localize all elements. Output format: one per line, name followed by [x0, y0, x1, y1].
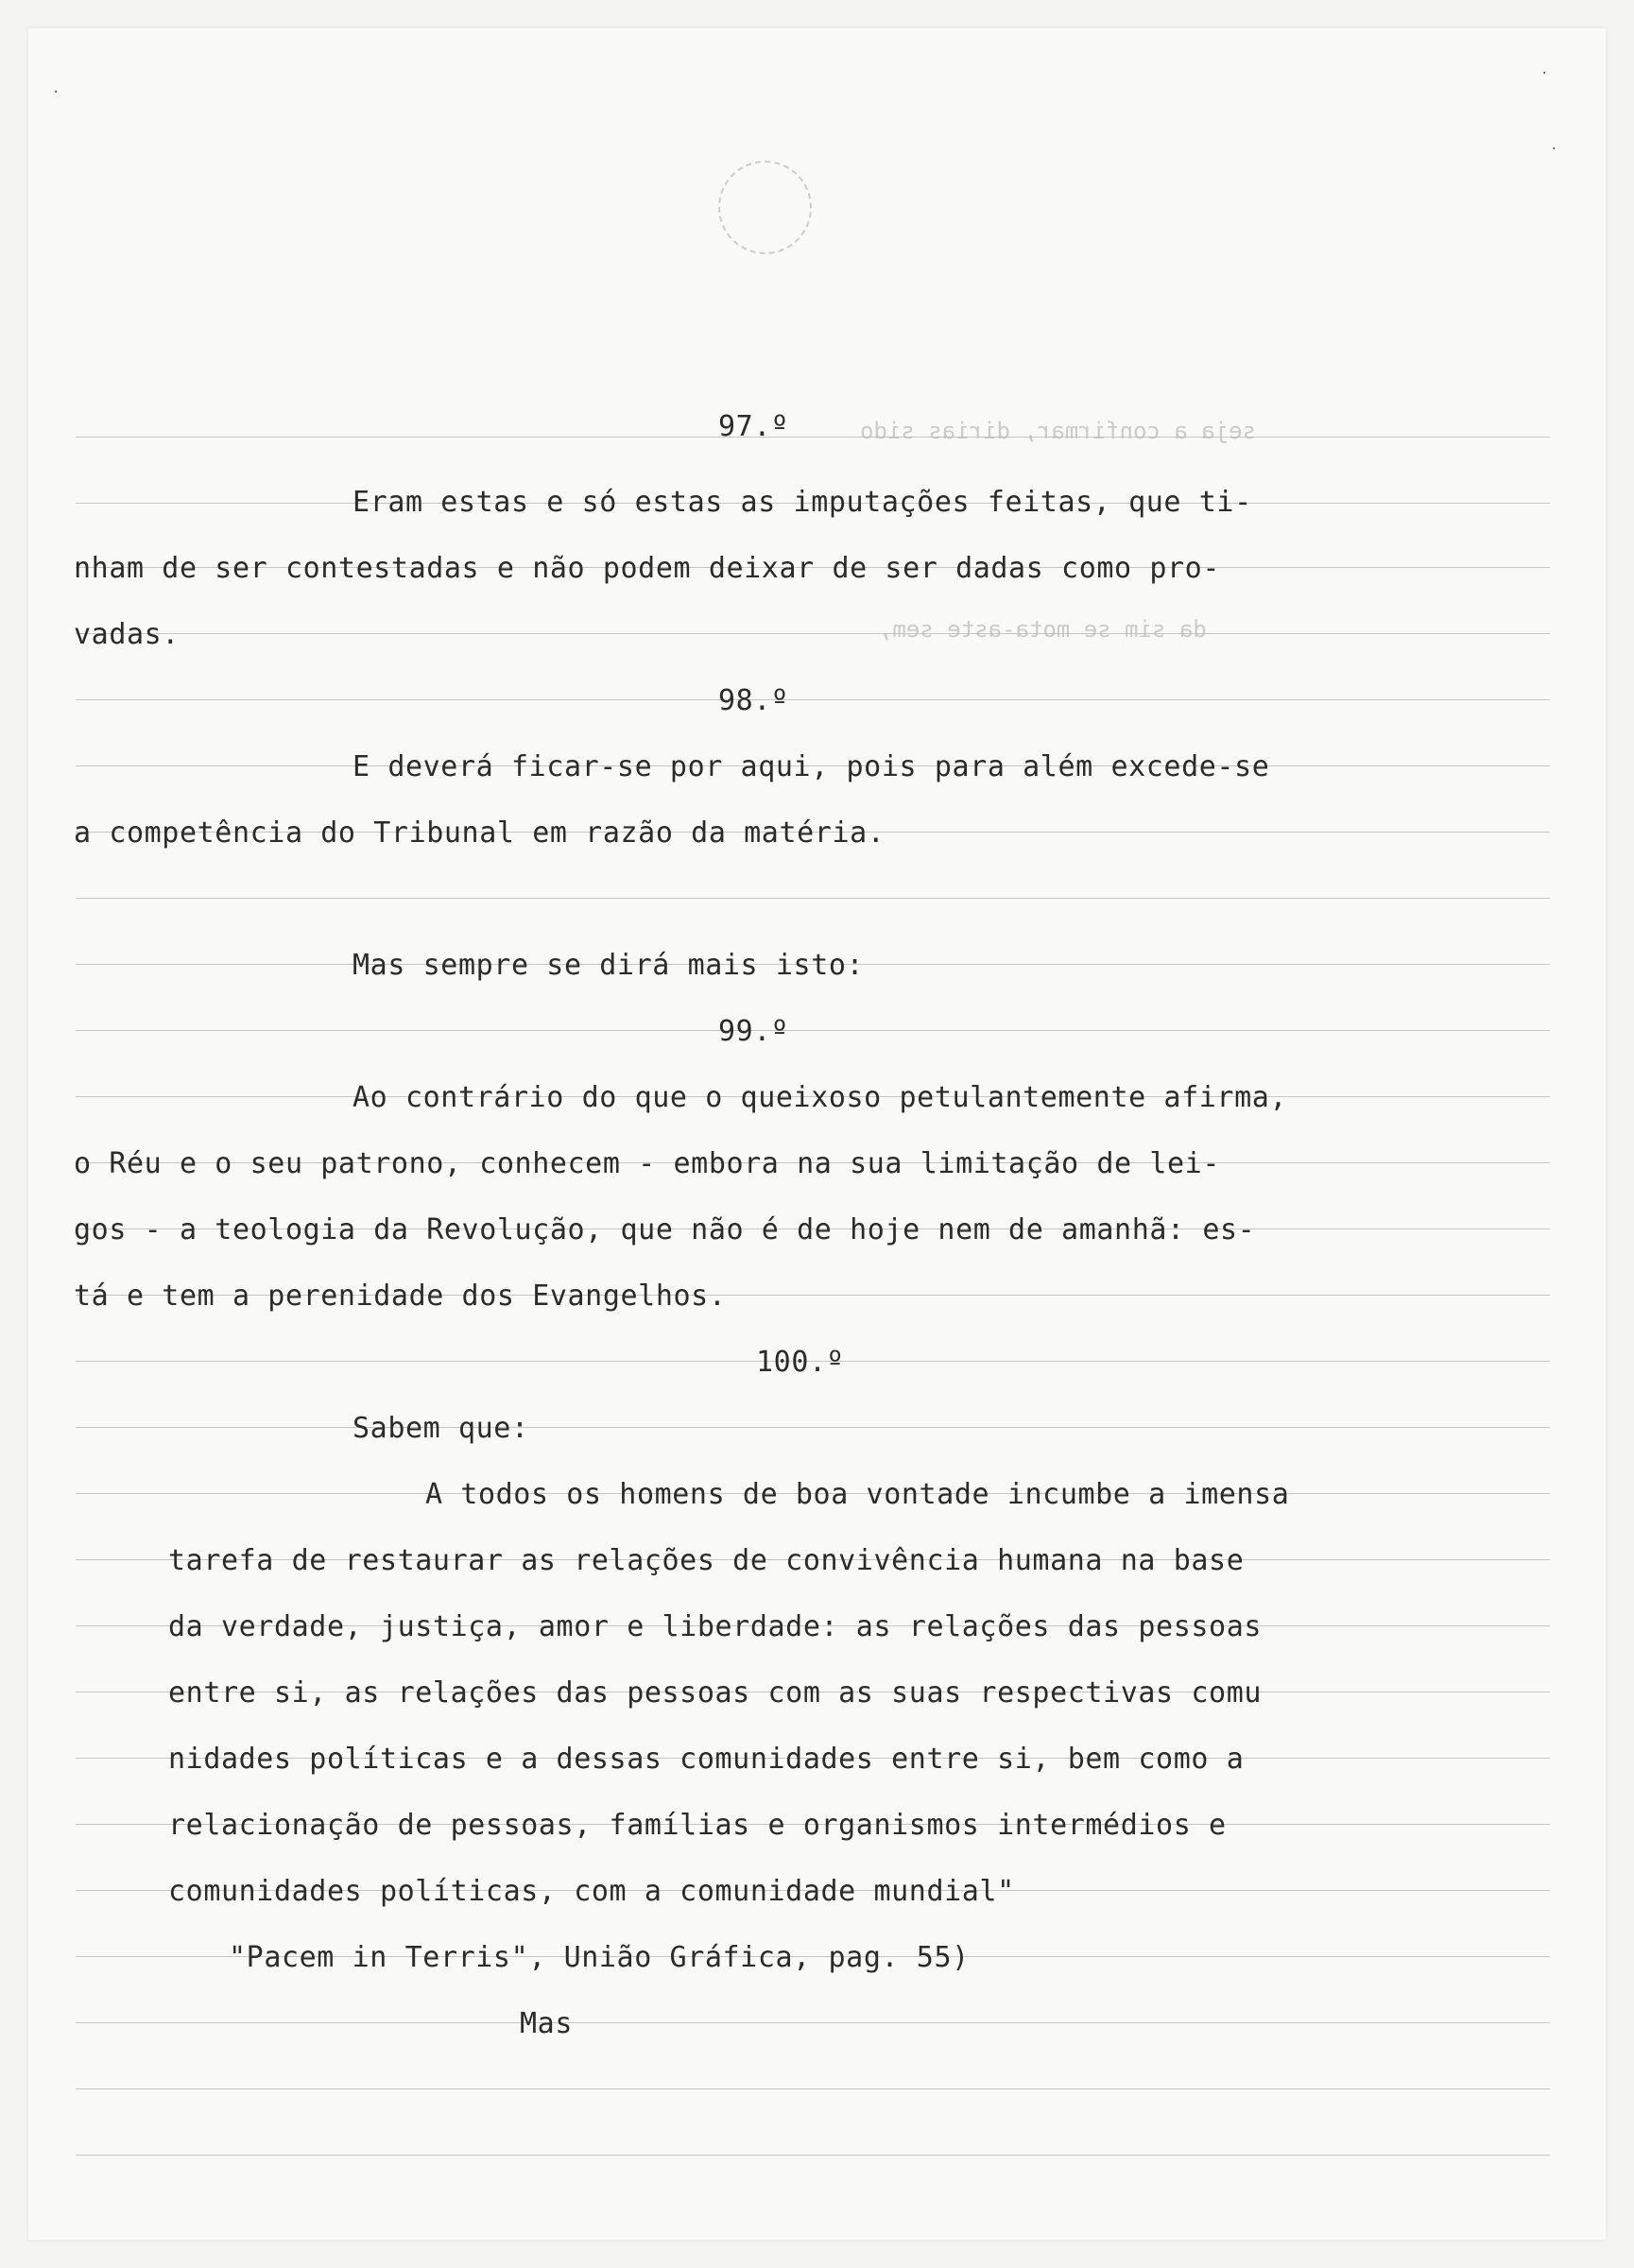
quote-line: comunidades políticas, com a comunidade mundial": [168, 1875, 1015, 1908]
speck: ·: [52, 85, 60, 100]
ruled-line: [76, 699, 1550, 700]
ruled-line: [76, 1030, 1550, 1031]
text-line: Sabem que:: [353, 1412, 529, 1445]
bleed-through: da sim se mota-aste sem,: [879, 616, 1207, 643]
paragraph-number-98: 98.º: [718, 684, 789, 717]
ruled-line: [76, 2155, 1550, 2156]
quote-line: tarefa de restaurar as relações de convivência humana na base: [168, 1544, 1245, 1577]
quote-line: nidades políticas e a dessas comunidades entre si, bem como a: [168, 1743, 1245, 1776]
text-line: E deverá ficar-se por aqui, pois para além excede-se: [353, 750, 1270, 783]
paragraph-number-100: 100.º: [756, 1346, 845, 1379]
ruled-line: [76, 1427, 1550, 1428]
quote-line: da verdade, justiça, amor e liberdade: as relações das pessoas: [168, 1610, 1263, 1643]
paragraph-number-99: 99.º: [718, 1015, 789, 1048]
quote-line: A todos os homens de boa vontade incumbe a imensa: [425, 1478, 1290, 1511]
paragraph-number-97: 97.º: [718, 410, 789, 443]
speck: ·: [1550, 142, 1558, 157]
quote-line: entre si, as relações das pessoas com as suas respectivas comu: [168, 1676, 1263, 1710]
text-line: vadas.: [74, 618, 180, 651]
quote-line: relacionação de pessoas, famílias e organismos intermédios e: [168, 1809, 1227, 1842]
ruled-line: [76, 437, 1550, 438]
ruled-line: [76, 898, 1550, 899]
text-line: Ao contrário do que o queixoso petulantemente afirma,: [353, 1081, 1288, 1114]
text-line: Mas sempre se dirá mais isto:: [353, 949, 865, 982]
ruled-line: [76, 633, 1550, 634]
speck: ·: [1540, 66, 1549, 81]
ruled-line: [76, 2022, 1550, 2023]
citation: "Pacem in Terris", União Gráfica, pag. 55): [229, 1941, 970, 1974]
document-page: [28, 28, 1606, 2240]
faint-stamp: [718, 161, 812, 254]
text-line: a competência do Tribunal em razão da matéria.: [74, 816, 886, 850]
text-line: o Réu e o seu patrono, conhecem - embora na sua limitação de lei-: [74, 1147, 1220, 1180]
ruled-line: [76, 2088, 1550, 2089]
continuation-word: Mas: [520, 2007, 573, 2040]
text-line: Eram estas e só estas as imputações feitas, que ti-: [353, 486, 1252, 519]
text-line: gos - a teologia da Revolução, que não é de hoje nem de amanhã: es-: [74, 1213, 1256, 1246]
text-line: nham de ser contestadas e não podem deixar de ser dadas como pro-: [74, 552, 1220, 585]
text-line: tá e tem a perenidade dos Evangelhos.: [74, 1280, 727, 1313]
bleed-through: seja a confirmar, dirias sido: [860, 418, 1257, 444]
